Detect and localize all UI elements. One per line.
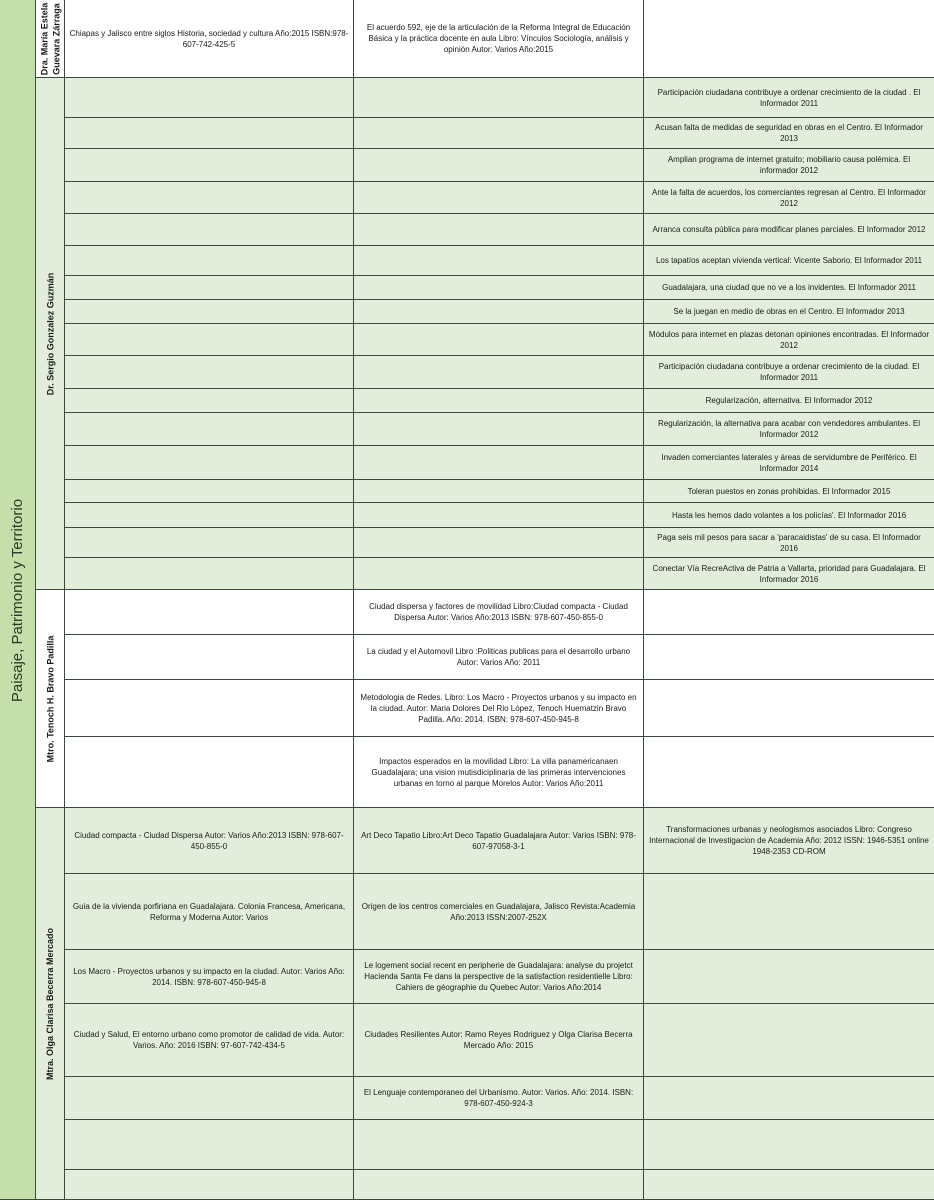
table-row [65,503,934,528]
cell[interactable]: El acuerdo 592, eje de la articulación de la Reforma Integral de Educación Básica y la práctica docente en aula Libro: Vínculos Sociología, análisis y opinión Autor: Varios Año:2015 [354,0,644,77]
cell[interactable] [354,78,644,117]
person-label-gonzalez[interactable] [36,78,65,590]
table-row [65,324,934,356]
table-row [65,214,934,246]
cell[interactable]: Chiapas y Jalisco entre siglos Historia, sociedad y cultura Año:2015 ISBN:978-607-742-425-5 [65,0,354,77]
person-label-text: Mtra. Olga Clarisa Becerra Mercado [45,927,56,1081]
cell[interactable] [65,413,354,445]
table-row [65,0,934,78]
cell[interactable] [65,446,354,479]
cell[interactable] [354,528,644,557]
cell[interactable] [65,1120,354,1169]
cell[interactable]: Ciudad dispersa y factores de movilidad Libro:Ciudad compacta - Ciudad Dispersa Autor: Varios Año:2013 ISBN: 978-607-450-855-0 [354,590,644,634]
table-row [65,680,934,737]
cell[interactable] [354,389,644,412]
cell[interactable] [65,680,354,736]
cell[interactable] [65,528,354,557]
table-row [65,874,934,950]
table-row [65,389,934,413]
table-row [65,118,934,149]
cell[interactable] [65,480,354,502]
table-row [65,356,934,389]
cell[interactable] [65,356,354,388]
cell[interactable] [354,300,644,323]
cell[interactable] [65,118,354,148]
cell[interactable]: Regularización, la alternativa para acabar con vendedores ambulantes. El Informador 2012 [658,419,920,439]
table-row [65,528,934,558]
cell[interactable]: Invaden comerciantes laterales y áreas de servidumbre de Periférico. El Informador 2014 [661,452,917,473]
cell[interactable] [354,413,644,445]
cell[interactable] [354,324,644,355]
table-row [65,413,934,446]
cell[interactable]: Guia de la vivienda porfiriana en Guadalajara. Colonia Francesa, Americana, Reforma y Moderna Autor: Varios [65,874,354,949]
cell[interactable] [644,680,934,736]
cell[interactable] [354,558,644,589]
person-label-guevara[interactable] [36,0,65,78]
cell[interactable]: Se la juegan en medio de obras en el Centro. El Informador 2013 [673,307,905,316]
cell[interactable] [354,149,644,181]
cell[interactable]: Origen de los centros comerciales en Guadalajara, Jalisco Revista:Academia Año:2013 ISSN:2007-252X [354,874,644,949]
cell[interactable]: Participación ciudadana contribuye a ordenar crecimiento de la ciudad. El Informador 2011 [658,362,920,382]
table-row [65,808,934,874]
area-label-text: Paisaje, Patrimonio y Territorio [9,498,27,702]
person-label-becerra[interactable] [36,808,65,1200]
cell[interactable]: Amplian programa de internet gratuito; mobiliario causa polémica. El informador 2012 [667,155,911,175]
cell[interactable]: Le logement social recent en peripherie de Guadalajara: analyse du projetct Hacienda Santa Fe dans la perspective de la satisfaction residentielle Libro: Cahiers de géographie du Quebec Autor: Varios Año:2014 [354,950,644,1003]
cell[interactable] [354,446,644,479]
cell[interactable]: Los Macro - Proyectos urbanos y su impacto en la ciudad. Autor: Varios Año: 2014. ISBN: 978-607-450-945-8 [65,950,354,1003]
table-row [65,246,934,276]
cell[interactable]: Toleran puestos en zonas prohibidas. El Informador 2015 [687,486,891,496]
table-row [65,1120,934,1170]
cell[interactable]: La ciudad y el Automovil Libro :Politicas publicas para el desarrollo urbano Autor: Varios Año: 2011 [354,635,644,679]
cell[interactable] [65,214,354,245]
cell[interactable] [65,1077,354,1119]
cell[interactable]: Participación ciudadana contribuye a ordenar crecimiento de la ciudad . El Informador 2011 [657,87,921,108]
table-row [65,276,934,300]
cell[interactable] [354,503,644,527]
cell[interactable] [65,558,354,589]
cell[interactable] [644,1170,934,1200]
cell[interactable]: Módulos para internet en plazas detonan opiniones encontradas. El Informador 2012 [648,329,930,350]
cell[interactable] [354,182,644,213]
cell[interactable] [65,590,354,634]
cell[interactable] [644,874,934,949]
cell[interactable] [644,1120,934,1169]
cell[interactable] [65,182,354,213]
cell[interactable] [65,503,354,527]
table-row [65,558,934,590]
cell[interactable] [65,389,354,412]
table-row [65,480,934,503]
table-row [65,1004,934,1077]
cell[interactable]: Transformaciones urbanas y neologismos asociados Libro: Congreso Internacional de Investigacion de Academia Año: 2012 ISSN: 1946-5351 online 1948-2353 CD-ROM [649,825,929,856]
cell[interactable] [65,149,354,181]
cell[interactable]: Regularización, alternativa. El Informador 2012 [705,396,873,405]
cell[interactable] [644,1004,934,1076]
table-row [65,950,934,1004]
cell[interactable]: Acusan falta de medidas de seguridad en obras en el Centro. El Informador 2013 [655,123,923,143]
cell[interactable] [354,1170,644,1200]
cell[interactable] [354,356,644,388]
cell[interactable] [65,78,354,117]
cell[interactable] [65,324,354,355]
cell[interactable] [65,737,354,807]
table-row [65,446,934,480]
table-row [65,635,934,680]
cell[interactable]: El Lenguaje contemporaneo del Urbanismo. Autor: Varios. Año: 2014. ISBN: 978-607-450-924-3 [354,1077,644,1119]
table-row [65,149,934,182]
cell[interactable] [644,635,934,679]
cell[interactable]: Guadalajara, una ciudad que no ve a los invidentes. El Informador 2011 [662,283,916,292]
cell[interactable]: Hasta les hemos dado volantes a los policías'. El Informador 2016 [671,510,907,520]
cell[interactable] [354,246,644,275]
cell[interactable] [644,950,934,1003]
cell[interactable] [354,480,644,502]
table-row [65,590,934,635]
table-row [65,78,934,118]
cell[interactable]: Art Deco Tapatio Libro:Art Deco Tapatio Guadalajara Autor: Varios ISBN: 978-607-97058-3-1 [354,808,644,873]
cell[interactable]: Los tapatíos aceptan vivienda vertical: Vicente Saborio. El Informador 2011 [655,256,923,265]
cell[interactable] [65,246,354,275]
cell[interactable] [354,1120,644,1169]
cell[interactable]: Arranca consulta pública para modificar planes parciales. El Informador 2012 [652,225,926,234]
cell[interactable]: Ciudad compacta - Ciudad Dispersa Autor: Varios Año:2013 ISBN: 978-607-450-855-0 [65,808,354,873]
cell[interactable] [65,276,354,299]
cell[interactable] [65,1170,354,1200]
cell[interactable] [644,737,934,807]
cell[interactable] [354,118,644,148]
table-row [65,300,934,324]
cell[interactable] [65,635,354,679]
cell[interactable]: Impactos esperados en la movilidad Libro: La villa panamericanaen Guadalajara; una vision mutisdiciplinaria de las primeras intervenciones urbanas en torno al parque Morelos Autor: Varios Año:2011 [354,737,644,807]
person-label-text: Dra. María Estela Guevara Zárraga [39,2,62,75]
cell[interactable] [354,276,644,299]
table-row [65,1077,934,1120]
table-row [65,737,934,808]
cell[interactable]: Ciudad y Salud, El entorno urbano como promotor de calidad de vida. Autor: Varios. Año: 2016 ISBN: 97-607-742-434-5 [65,1004,354,1076]
cell[interactable]: Metodologia de Redes. Libro: Los Macro - Proyectos urbanos y su impacto en la ciudad. Autor: Maria Dolores Del Rio López, Tenoch Huematzin Bravo Padilla. Año: 2014. ISBN: 978-607-450-945-8 [354,680,644,736]
cell[interactable] [354,214,644,245]
person-label-text: Mtro. Tenoch H. Bravo Padilla [45,635,56,762]
table-row [65,182,934,214]
cell[interactable]: Paga seis mil pesos para sacar a 'paracaidistas' de su casa. El Informador 2016 [657,532,921,553]
cell[interactable]: Conectar Vía RecreActiva de Patria a Vallarta, prioridad para Guadalajara. El Informador 2016 [652,563,926,584]
cell[interactable]: Ante la falta de acuerdos, los comerciantes regresan al Centro. El Informador 2012 [652,187,926,208]
person-label-text: Dr. Sergio Gonzalez Guzmán [45,272,55,395]
cell[interactable] [644,590,934,634]
table-row [65,1170,934,1200]
person-label-bravo[interactable] [36,590,65,808]
cell[interactable]: Ciudades Resilientes Autor: Ramo Reyes Rodriguez y Olga Clarisa Becerra Mercado Año: 2015 [354,1004,644,1076]
area-label[interactable] [0,0,36,1200]
cell[interactable] [644,0,934,77]
cell[interactable] [644,1077,934,1119]
cell[interactable] [65,300,354,323]
